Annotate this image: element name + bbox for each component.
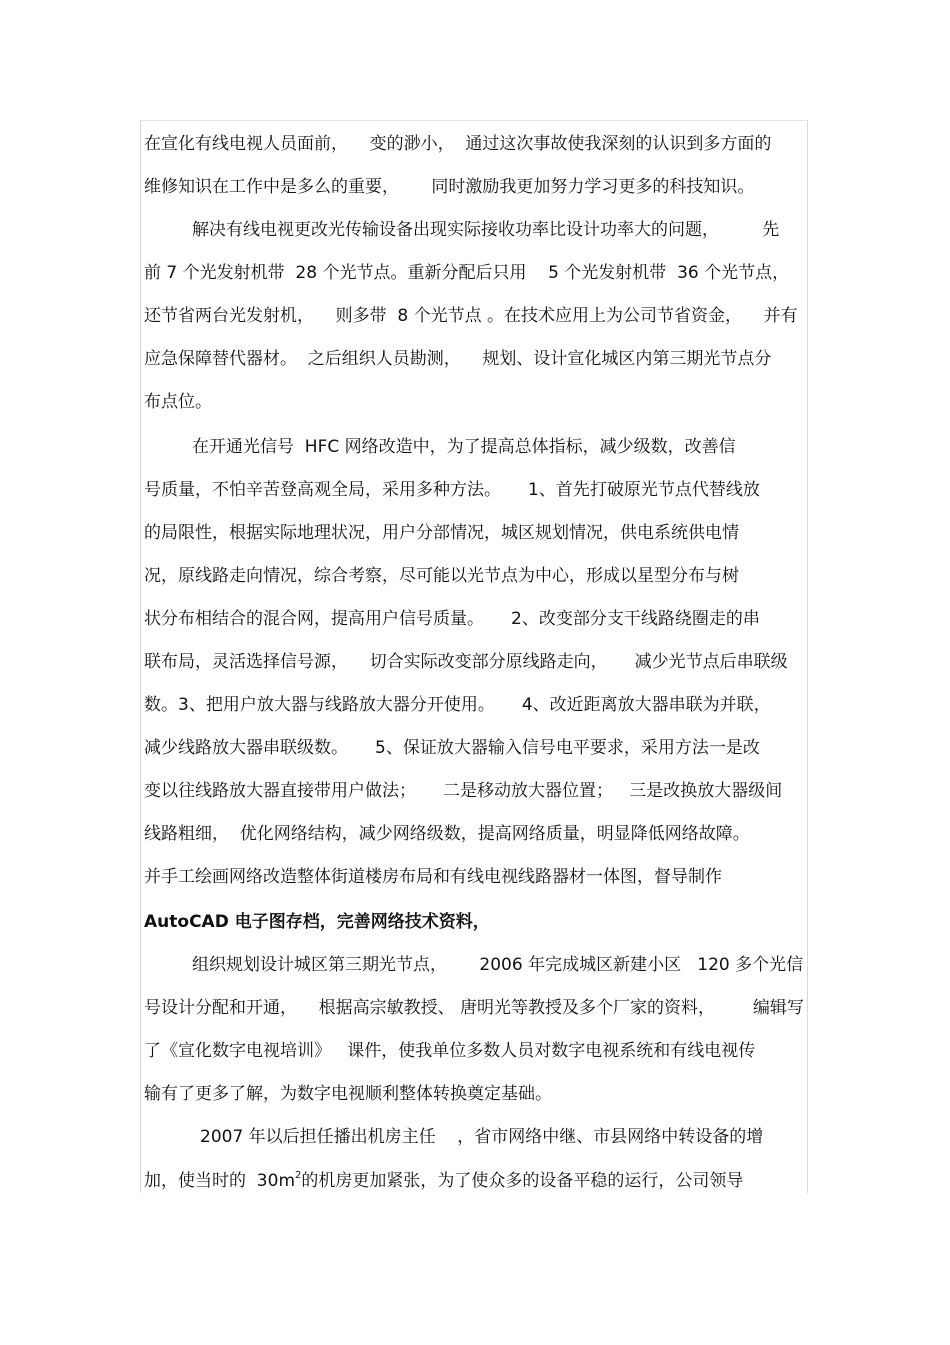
- text-line: 线路粗细， 优化网络结构，减少网络级数，提高网络质量，明显降低网络故障。: [144, 824, 750, 844]
- text-line-part: 加，使当时的 30m: [144, 1171, 295, 1191]
- text-line: 况，原线路走向情况，综合考察，尽可能以光节点为中心，形成以星型分布与树: [144, 566, 739, 586]
- text-line: 号设计分配和开通， 根据高宗敏教授、 唐明光等教授及多个厂家的资料， 编辑写: [144, 998, 804, 1018]
- superscript: 2: [295, 1170, 302, 1181]
- text-line: 维修知识在工作中是多么的重要， 同时激励我更加努力学习更多的科技知识。: [144, 177, 755, 197]
- text-line: 号质量，不怕辛苦登高观全局，采用多种方法。 1、首先打破原光节点代替线放: [144, 480, 760, 500]
- text-line: 还节省两台光发射机， 则多带 8 个光节点 。在技术应用上为公司节省资金， 并有: [144, 306, 798, 326]
- text-line: 输有了更多了解，为数字电视顺利整体转换奠定基础。: [144, 1084, 552, 1104]
- text-line: 应急保障替代器材。 之后组织人员勘测， 规划、设计宣化城区内第三期光节点分: [144, 349, 772, 369]
- text-line: 变以往线路放大器直接带用户做法； 二是移动放大器位置； 三是改换放大器级间: [144, 781, 783, 801]
- text-line: 了《宣化数字电视培训》 课件，使我单位多数人员对数字电视系统和有线电视传: [144, 1041, 756, 1061]
- text-line: 布点位。: [144, 392, 212, 412]
- text-line: 在宣化有线电视人员面前， 变的渺小， 通过这次事故使我深刻的认识到多方面的: [144, 134, 772, 154]
- text-line: [144, 1170, 808, 1192]
- text-line: 组织规划设计城区第三期光节点， 2006 年完成城区新建小区 120 多个光信: [192, 955, 804, 975]
- text-line: 前 7 个光发射机带 28 个光节点。重新分配后只用 5 个光发射机带 36 个光节点，: [144, 263, 790, 283]
- text-line: AutoCAD 电子图存档，完善网络技术资料，: [144, 912, 490, 932]
- text-line: 联布局，灵活选择信号源， 切合实际改变部分原线路走向， 减少光节点后串联级: [144, 652, 788, 672]
- text-line: 数。3、把用户放大器与线路放大器分开使用。 4、改近距离放大器串联为并联，: [144, 695, 771, 715]
- text-line: 解决有线电视更改光传输设备出现实际接收功率比设计功率大的问题， 先: [192, 220, 780, 240]
- text-line: 状分布相结合的混合网，提高用户信号质量。 2、改变部分支干线路绕圈走的串: [144, 609, 760, 629]
- text-line-part: 的机房更加紧张，为了使众多的设备平稳的运行，公司领导: [301, 1171, 744, 1191]
- text-line: 2007 年以后担任播出机房主任 ，省市网络中继、市县网络中转设备的增: [200, 1127, 764, 1147]
- text-line: 在开通光信号 HFC 网络改造中，为了提高总体指标，减少级数，改善信: [192, 437, 736, 457]
- text-line: 的局限性，根据实际地理状况，用户分部情况，城区规划情况，供电系统供电情: [144, 523, 739, 543]
- text-line: 并手工绘画网络改造整体街道楼房布局和有线电视线路器材一体图，督导制作: [144, 867, 722, 887]
- text-line: 减少线路放大器串联级数。 5、保证放大器输入信号电平要求，采用方法一是改: [144, 738, 760, 758]
